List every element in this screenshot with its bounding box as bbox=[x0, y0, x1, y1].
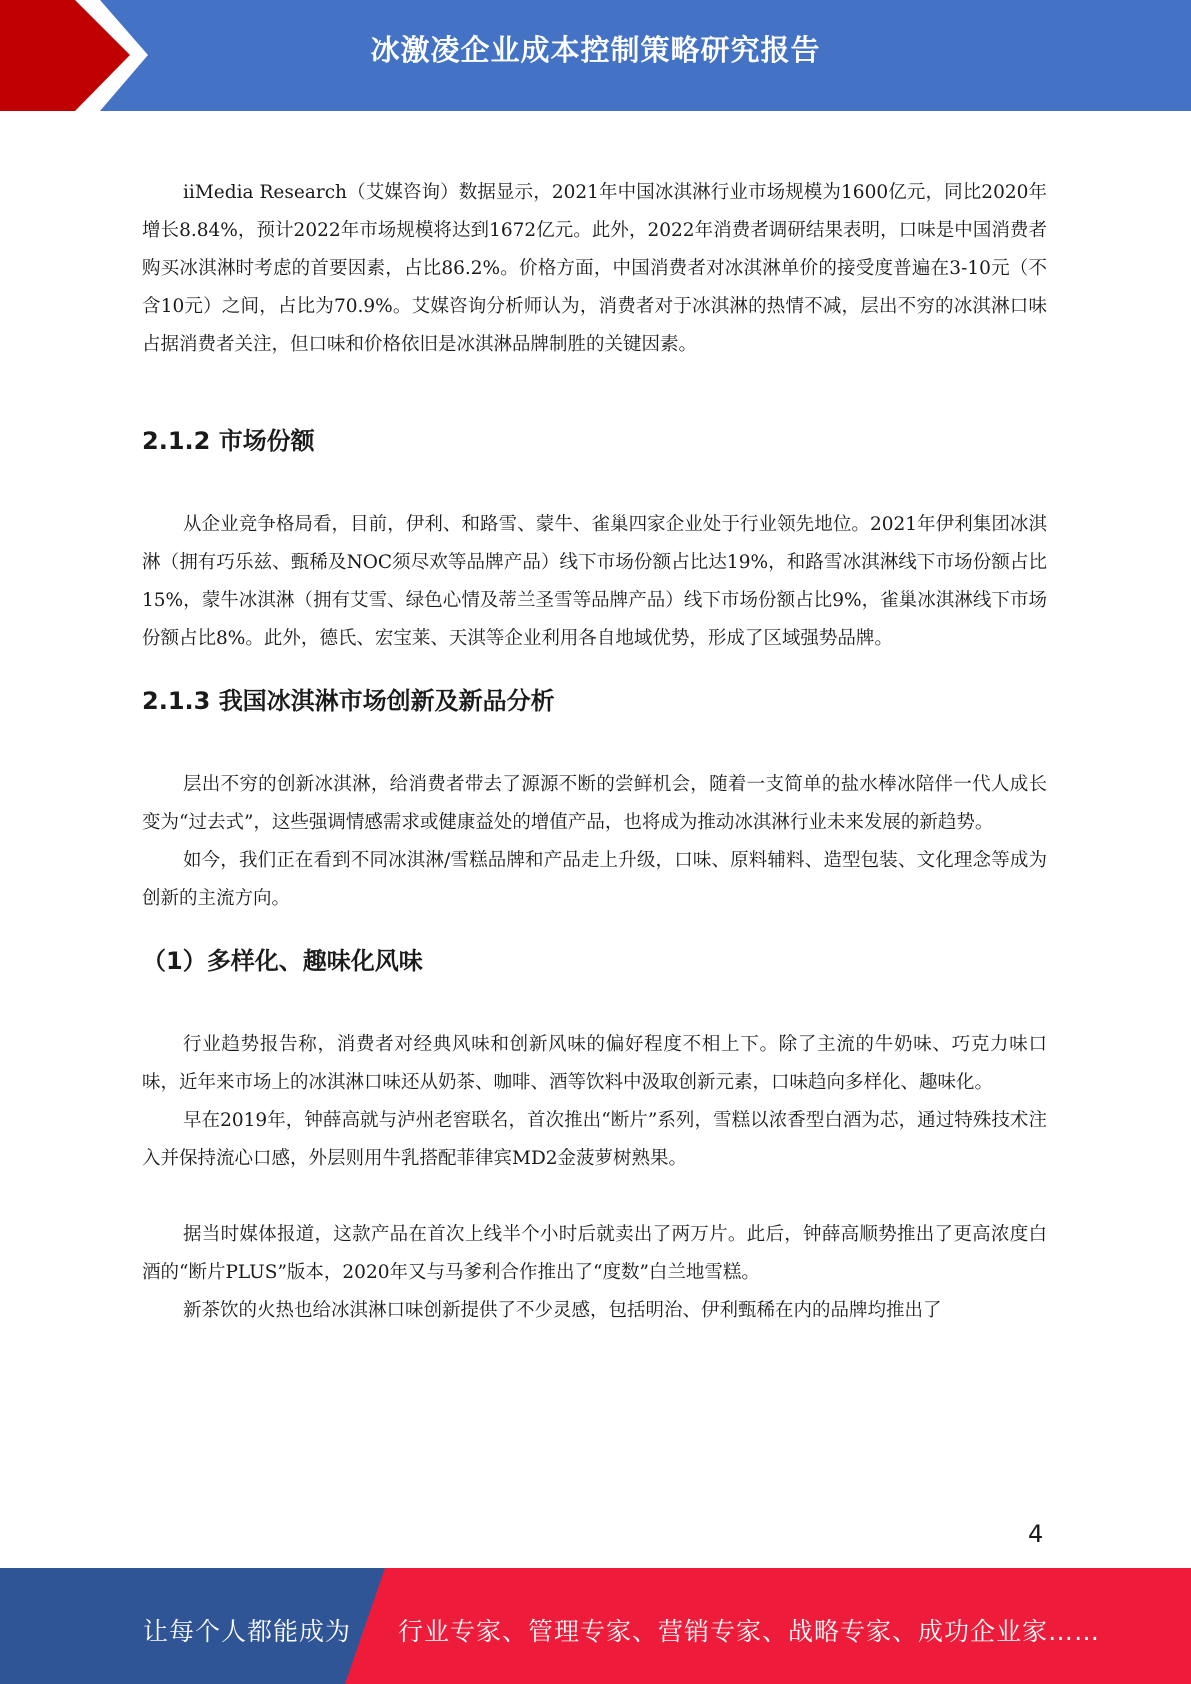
paragraph: 早在2019年，钟薛高就与泸州老窖联名，首次推出“断片”系列，雪糕以浓香型白酒为芯，通过特殊技术注入并保持流心口感，外层则用牛乳搭配菲律宾MD2金菠萝树熟果。 bbox=[142, 1110, 1047, 1169]
footer-slogan-right: 行业专家、管理专家、营销专家、战略专家、成功企业家…… bbox=[398, 1617, 1101, 1646]
page-footer bbox=[0, 1568, 1191, 1684]
section-heading: 2.1.2 市场份额 bbox=[142, 427, 315, 455]
page-header bbox=[0, 0, 1191, 111]
section-heading: 2.1.3 我国冰淇淋市场创新及新品分析 bbox=[142, 687, 555, 715]
document-body bbox=[142, 174, 1047, 1330]
paragraph: 据当时媒体报道，这款产品在首次上线半个小时后就卖出了两万片。此后，钟薛高顺势推出了更高浓度白酒的“断片PLUS”版本，2020年又与马爹利合作推出了“度数”白兰地雪糕。 bbox=[142, 1224, 1047, 1283]
section-heading: （1）多样化、趣味化风味 bbox=[142, 947, 423, 975]
footer-slogan-left: 让每个人都能成为 bbox=[143, 1617, 352, 1646]
page-number: 4 bbox=[1028, 1520, 1044, 1548]
paragraph: 行业趋势报告称，消费者对经典风味和创新风味的偏好程度不相上下。除了主流的牛奶味、巧克力味口味，近年来市场上的冰淇淋口味还从奶茶、咖啡、酒等饮料中汲取创新元素，口味趋向多样化、趣味化。 bbox=[142, 1034, 1047, 1093]
paragraph: iiMedia Research（艾媒咨询）数据显示，2021年中国冰淇淋行业市场规模为1600亿元，同比2020年增长8.84%，预计2022年市场规模将达到1672亿元。此外，2022年消费者调研结果表明，口味是中国消费者购买冰淇淋时考虑的首要因素，占比86.2%。价格方面，中国消费者对冰淇淋单价的接受度普遍在3-10元（不含10元）之间，占比为70.9%。艾媒咨询分析师认为，消费者对于冰淇淋的热情不减，层出不穷的冰淇淋口味占据消费者关注，但口味和价格依旧是冰淇淋品牌制胜的关键因素。 bbox=[142, 182, 1047, 355]
paragraph: 从企业竞争格局看，目前，伊利、和路雪、蒙牛、雀巢四家企业处于行业领先地位。2021年伊利集团冰淇淋（拥有巧乐兹、甄稀及NOC须尽欢等品牌产品）线下市场份额占比达19%，和路雪冰淇淋线下市场份额占比15%，蒙牛冰淇淋（拥有艾雪、绿色心情及蒂兰圣雪等品牌产品）线下市场份额占比9%，雀巢冰淇淋线下市场份额占比8%。此外，德氏、宏宝莱、天淇等企业利用各自地域优势，形成了区域强势品牌。 bbox=[142, 514, 1047, 649]
paragraph: 如今，我们正在看到不同冰淇淋/雪糕品牌和产品走上升级，口味、原料辅料、造型包装、文化理念等成为创新的主流方向。 bbox=[142, 850, 1047, 909]
paragraph: 层出不穷的创新冰淇淋，给消费者带去了源源不断的尝鲜机会，随着一支简单的盐水棒冰陪伴一代人成长变为“过去式”，这些强调情感需求或健康益处的增值产品，也将成为推动冰淇淋行业未来发展的新趋势。 bbox=[142, 774, 1047, 833]
report-title: 冰激凌企业成本控制策略研究报告 bbox=[370, 33, 821, 67]
paragraph: 新茶饮的火热也给冰淇淋口味创新提供了不少灵感，包括明治、伊利甄稀在内的品牌均推出了 bbox=[183, 1300, 942, 1321]
